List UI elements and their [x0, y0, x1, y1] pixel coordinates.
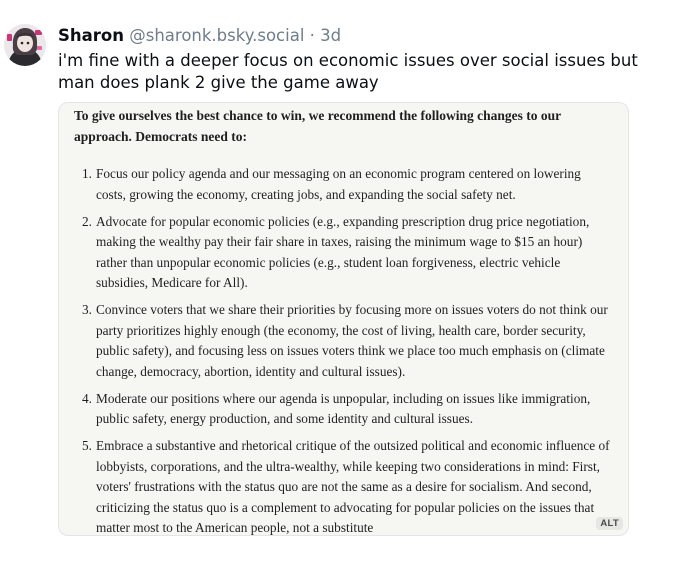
author-name[interactable]: Sharon	[58, 26, 124, 45]
recommendation-list	[74, 164, 612, 536]
list-item-text: Focus our policy agenda and our messaging on an economic program centered on lowering costs, growing the economy, creating jobs, and expanding the social safety net.	[96, 166, 581, 202]
post-timestamp[interactable]: 3d	[320, 26, 342, 45]
list-item	[74, 300, 612, 382]
list-item	[74, 436, 612, 536]
list-item-text: Embrace a substantive and rhetorical critique of the outsized political and economic influence of lobbyists, corporations, and the ultra-wealthy, while keeping two considerations in mind: First, voters' frustrations with the status quo are not the same as a desire for socialism. And second, criticizing the status quo is a complement to advocating for popular policies on the issues that matter most to the American people, not a substitute	[96, 438, 610, 535]
header-separator: ·	[309, 26, 315, 45]
embedded-image[interactable]	[58, 102, 629, 536]
list-item-number: 4.	[82, 390, 92, 406]
list-item	[74, 164, 612, 205]
list-item-text: Moderate our positions where our agenda is unpopular, including on issues like immigration, public safety, energy production, and some identity and cultural issues.	[96, 390, 591, 426]
document-excerpt	[74, 106, 612, 536]
avatar-illustration-icon	[4, 24, 46, 66]
list-item-number: 3.	[82, 302, 92, 317]
list-item	[74, 212, 612, 294]
alt-text-button[interactable]: ALT	[596, 517, 623, 530]
document-intro: To give ourselves the best chance to win, we recommend the following changes to our approach. Democrats need to:	[74, 108, 561, 144]
avatar[interactable]	[4, 24, 46, 66]
post-header	[58, 26, 341, 46]
list-item	[74, 389, 612, 430]
list-item-number: 5.	[82, 438, 92, 453]
list-item-text: Convince voters that we share their priorities by focusing more on issues voters do not think our party prioritizes highly enough (the economy, the cost of living, health care, border security, public safety), and focusing less on issues voters think we place too much emphasis on (climate change, democracy, abortion, identity and cultural issues).	[96, 302, 608, 379]
list-item-number: 1.	[82, 166, 92, 181]
list-item-number: 2.	[82, 213, 92, 229]
author-handle[interactable]: @sharonk.bsky.social	[129, 26, 305, 45]
list-item-text: Advocate for popular economic policies (e.g., expanding prescription drug price negotiation, making the wealthy pay their fair share in taxes, raising the minimum wage to $15 an hour) rather than unpopular economic policies (e.g., student loan forgiveness, electric vehicle subsidies, Medicare for All).	[96, 213, 590, 290]
post-text: i'm fine with a deeper focus on economic issues over social issues but man does plank 2 give the game away	[58, 51, 638, 92]
